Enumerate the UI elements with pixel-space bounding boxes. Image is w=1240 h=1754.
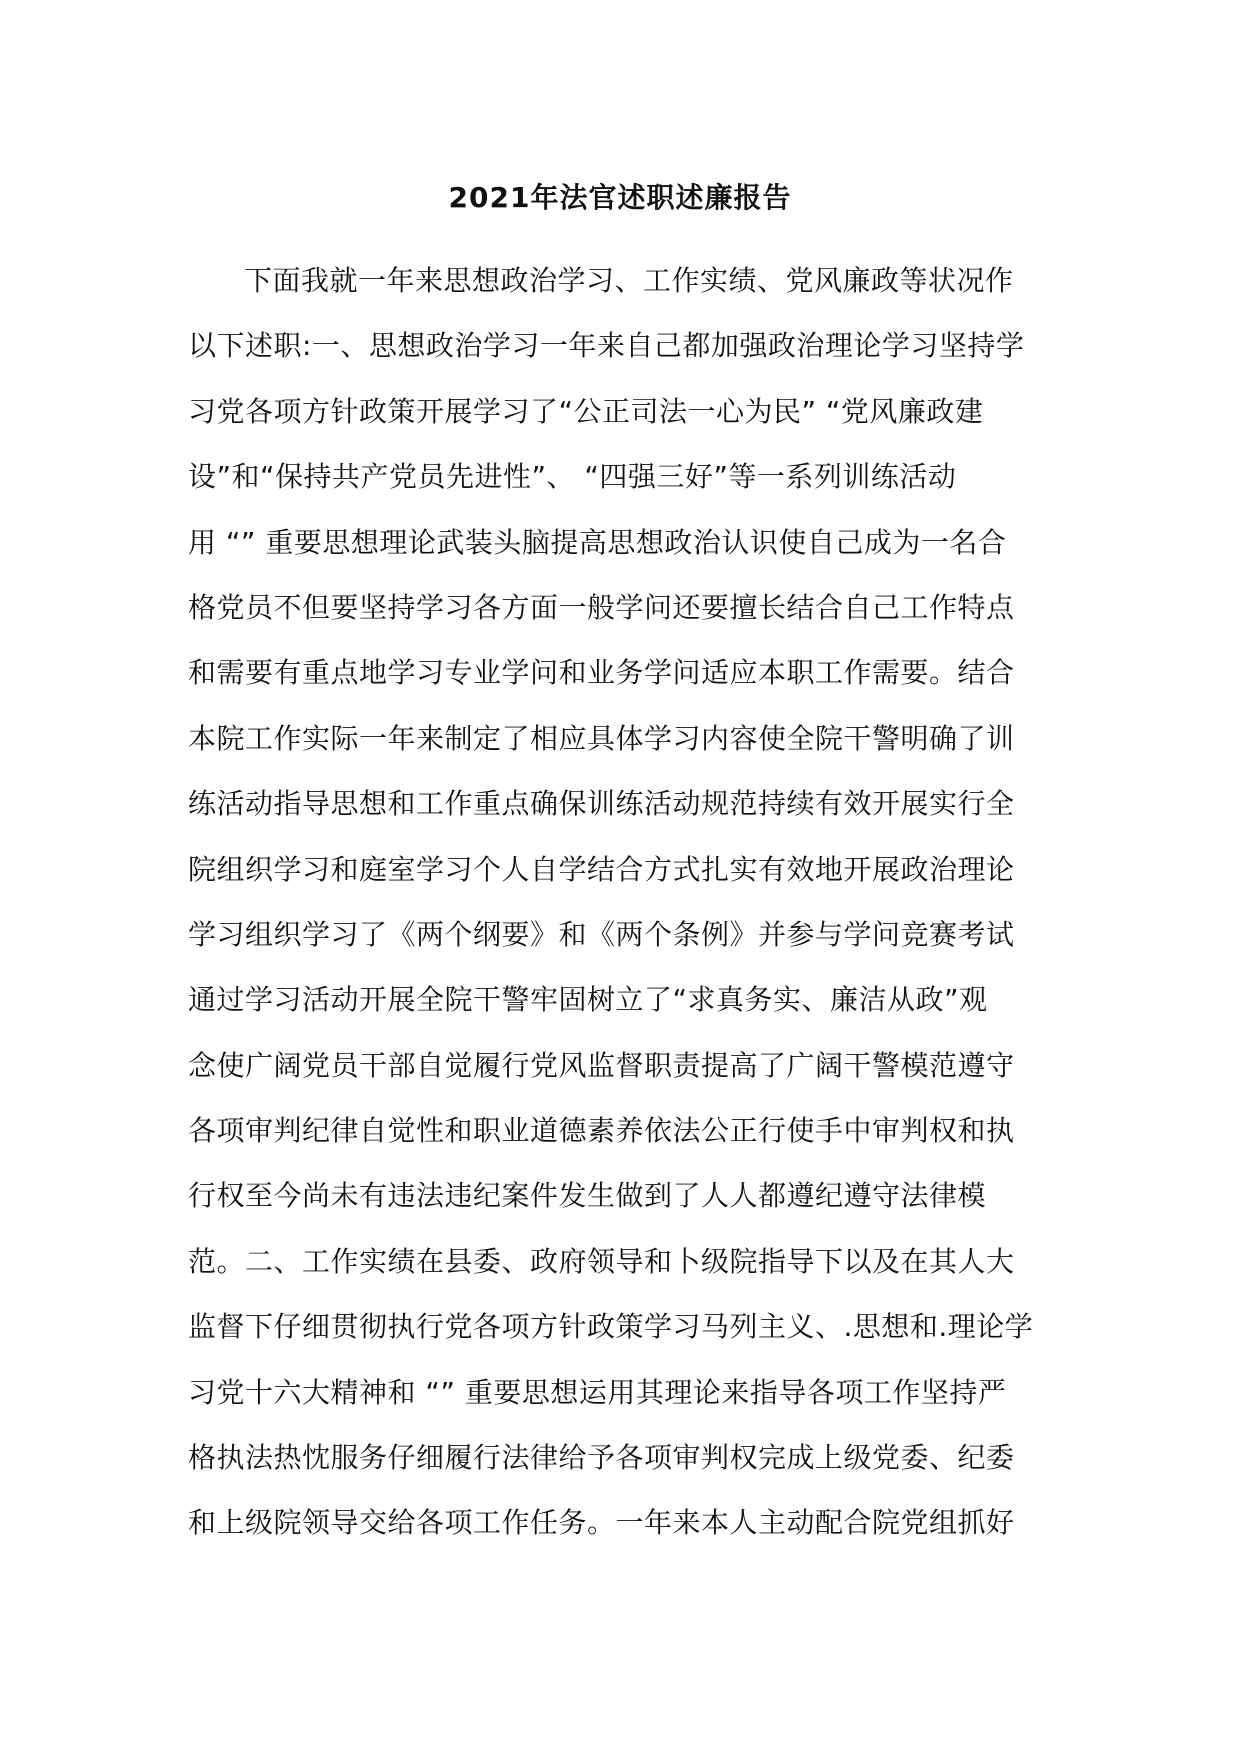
body-line: 格执法热忱服务仔细履行法律给予各项审判权完成上级党委、纪委 — [188, 1441, 1015, 1475]
body-line: 和上级院领导交给各项工作任务。一年来本人主动配合院党组抓好 — [188, 1506, 1015, 1540]
body-line: 学习组织学习了《两个纲要》和《两个条例》并参与学问竞赛考试 — [188, 917, 1015, 951]
body-line: 和需要有重点地学习专业学问和业务学问适应本职工作需要。结合 — [188, 656, 1015, 690]
body-line: 通过学习活动开展全院干警牢固树立了“求真务实、廉洁从政”观 — [188, 983, 988, 1017]
body-line: 念使广阔党员干部自觉履行党风监督职责提高了广阔干警模范遵守 — [188, 1048, 1015, 1082]
body-line: 各项审判纪律自觉性和职业道德素养依法公正行使手中审判权和执 — [188, 1114, 1015, 1148]
body-line: 以下述职:一、思想政治学习一年来自己都加强政治理论学习坚持学 — [188, 329, 1025, 363]
body-line: 练活动指导思想和工作重点确保训练活动规范持续有效开展实行全 — [188, 787, 1015, 821]
document-body — [188, 248, 1068, 1556]
body-line: 设”和“保持共产党员先进性”、 “四强三好”等一系列训练活动 — [188, 460, 957, 494]
body-line: 习党十六大精神和 “” 重要思想运用其理论来指导各项工作坚持严 — [188, 1375, 1007, 1409]
body-line: 行权至今尚未有违法违纪案件发生做到了人人都遵纪遵守法律模 — [188, 1179, 987, 1213]
body-line: 用 “” 重要思想理论武装头脑提高思想政治认识使自己成为一名合 — [188, 525, 1007, 559]
body-line: 格党员不但要坚持学习各方面一般学问还要擅长结合自己工作特点 — [188, 590, 1015, 624]
body-line: 习党各项方针政策开展学习了“公正司法一心为民” “党风廉政建 — [188, 394, 984, 428]
body-line: 下面我就一年来思想政治学习、工作实绩、党风廉政等状况作 — [244, 264, 1014, 297]
body-line: 范。二、工作实绩在县委、政府领导和卜级院指导下以及在其人大 — [188, 1244, 1015, 1278]
document-title: 2021年法官述职述廉报告 — [448, 181, 792, 214]
body-line: 本院工作实际一年来制定了相应具体学习内容使全院干警明确了训 — [188, 721, 1015, 755]
body-line: 院组织学习和庭室学习个人自学结合方式扎实有效地开展政治理论 — [188, 852, 1015, 886]
body-line: 监督下仔细贯彻执行党各项方针政策学习马列主义、.思想和.理论学 — [188, 1310, 1034, 1344]
